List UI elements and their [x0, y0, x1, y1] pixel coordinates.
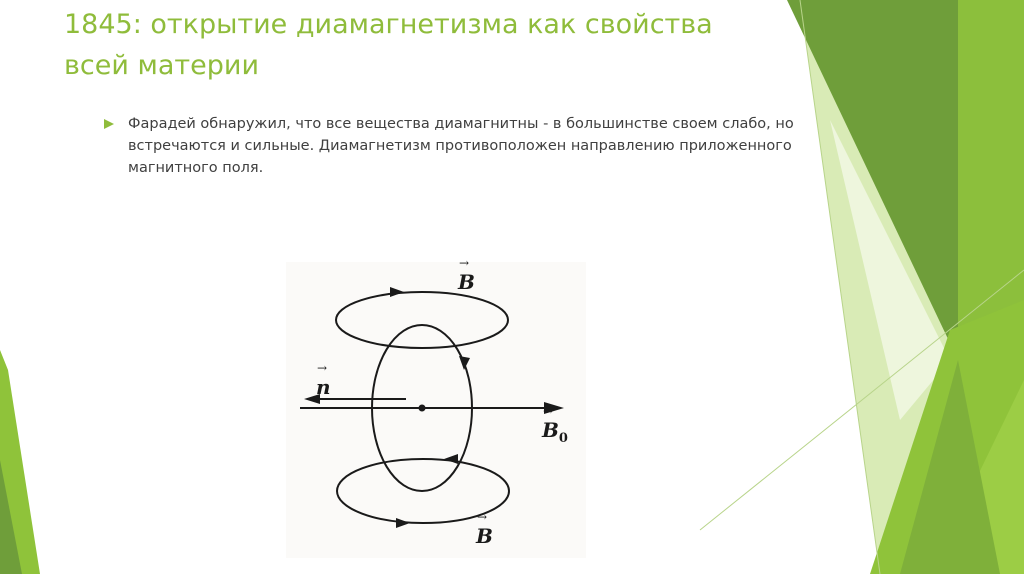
label-b-bottom: → B	[476, 524, 493, 548]
slide-title: 1845: открытие диамагнетизма как свойства всей материи	[64, 9, 713, 81]
bottom-loop-top-arrowhead	[444, 454, 458, 464]
bullet-text: Фарадей обнаружил, что все вещества диамагнитны - в большинстве своем слабо, но встречаются и сильные. Диамагнетизм противоположен направлению приложенного магнитного поля.	[128, 116, 794, 176]
current-loop-right-arrowhead	[459, 356, 470, 370]
label-n: → n	[316, 375, 331, 399]
label-b-top: → B	[458, 270, 475, 294]
bottom-loop-bottom-arrowhead	[396, 518, 410, 528]
top-field-loop	[336, 292, 508, 348]
top-loop-arrowhead	[390, 287, 404, 297]
center-dot	[419, 405, 426, 412]
triangle-bullet-icon	[104, 119, 114, 129]
label-b0: → $B_0$	[542, 418, 568, 446]
diagram-drawing	[286, 262, 586, 558]
diamagnetism-diagram	[286, 262, 586, 558]
